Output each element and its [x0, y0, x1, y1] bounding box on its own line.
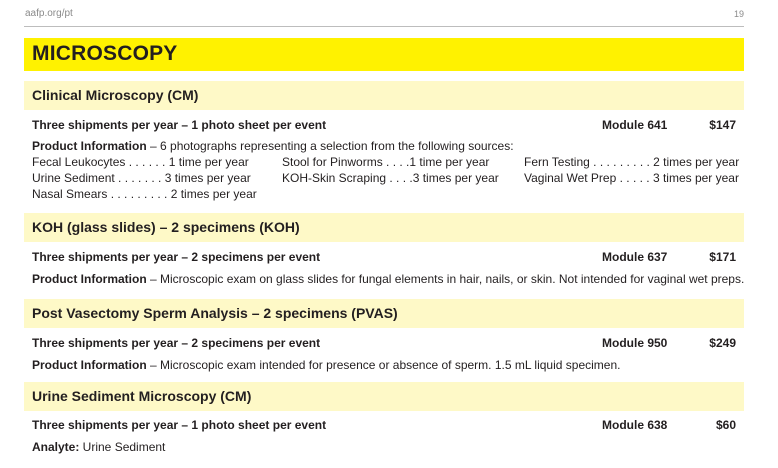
source-item: Vaginal Wet Prep . . . . . 3 times per year — [524, 171, 739, 185]
product-info-text: – Microscopic exam on glass slides for fungal elements in hair, nails, or skin. Not intended for vaginal wet preps. — [146, 272, 745, 286]
product-info-text: – Microscopic exam intended for presence or absence of sperm. 1.5 mL liquid specimen. — [146, 358, 621, 372]
module-number: Module 950 — [602, 336, 668, 350]
section-title-bar — [24, 38, 744, 71]
price: $60 — [715, 418, 736, 432]
section-heading-text: Urine Sediment Microscopy (CM) — [32, 388, 252, 404]
page-title: MICROSCOPY — [32, 42, 178, 65]
shipment-info: Three shipments per year – 1 photo sheet per event — [32, 118, 327, 132]
analyte-info — [32, 440, 747, 454]
source-item: Stool for Pinworms . . . .1 time per year — [282, 155, 490, 169]
shipment-row — [32, 336, 736, 352]
section-heading-koh — [24, 213, 744, 242]
section-heading-urine — [24, 382, 744, 411]
analyte-label: Analyte: — [32, 440, 80, 454]
product-info-label: Product Information — [32, 139, 147, 153]
section-heading-cm — [24, 81, 744, 110]
section-heading-text: Post Vasectomy Sperm Analysis – 2 specimens (PVAS) — [32, 305, 398, 321]
price: $171 — [709, 250, 736, 264]
source-item: Fern Testing . . . . . . . . . 2 times per year — [524, 155, 740, 169]
product-info — [32, 358, 747, 372]
product-info-label: Product Information — [32, 272, 147, 286]
module-number: Module 638 — [602, 418, 668, 432]
product-info-text: – 6 photographs representing a selection from the following sources: — [146, 139, 514, 153]
source-item: Urine Sediment . . . . . . . 3 times per year — [32, 171, 251, 185]
shipment-info: Three shipments per year – 2 specimens per event — [32, 250, 321, 264]
price: $249 — [709, 336, 736, 350]
section-heading-text: Clinical Microscopy (CM) — [32, 87, 199, 103]
price: $147 — [709, 118, 736, 132]
shipment-row — [32, 118, 736, 134]
page-number: 19 — [733, 9, 744, 19]
shipment-info: Three shipments per year – 1 photo sheet per event — [32, 418, 327, 432]
section-heading-pvas — [24, 299, 744, 328]
shipment-info: Three shipments per year – 2 specimens per event — [32, 336, 321, 350]
section-heading-text: KOH (glass slides) – 2 specimens (KOH) — [32, 219, 300, 235]
source-item: Fecal Leukocytes . . . . . . 1 time per year — [32, 155, 249, 169]
source-item: KOH-Skin Scraping . . . .3 times per year — [282, 171, 499, 185]
shipment-row — [32, 250, 736, 266]
product-info-label: Product Information — [32, 358, 147, 372]
shipment-row — [32, 418, 736, 434]
analyte-text: Urine Sediment — [79, 440, 166, 454]
product-info — [32, 272, 747, 286]
page-header — [24, 0, 744, 27]
source-item: Nasal Smears . . . . . . . . . 2 times per year — [32, 187, 257, 201]
module-number: Module 641 — [602, 118, 668, 132]
site-url: aafp.org/pt — [25, 8, 73, 19]
module-number: Module 637 — [602, 250, 668, 264]
product-info — [32, 139, 747, 153]
